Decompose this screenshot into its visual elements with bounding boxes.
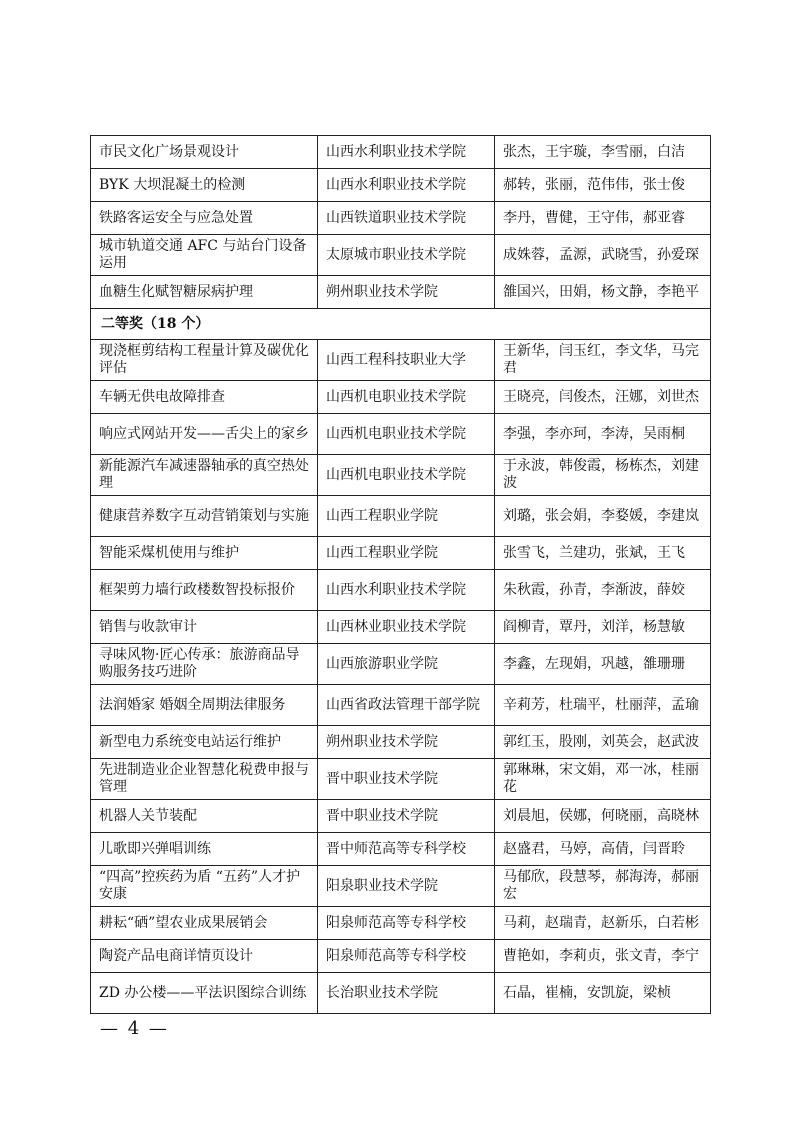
project-cell: “四高”控疾药为盾 “五药”人才护安康	[91, 866, 318, 907]
members-cell: 朱秋霞，孙青，李渐波，薛姣	[495, 570, 711, 611]
project-cell: 健康营养数字互动营销策划与实施	[91, 496, 318, 537]
school-cell: 朔州职业技术学院	[318, 726, 495, 759]
awards-table	[90, 135, 711, 1014]
project-cell: 寻味风物·匠心传承：旅游商品导购服务技巧进阶	[91, 644, 318, 685]
section-header: 二等奖（18 个）	[91, 309, 711, 340]
section-header-row	[91, 309, 711, 340]
members-cell: 李强，李亦珂，李涛，吴雨桐	[495, 414, 711, 455]
table-row	[91, 685, 711, 726]
members-cell: 王新华，闫玉红，李文华，马完君	[495, 340, 711, 381]
table-row	[91, 907, 711, 940]
school-cell: 山西水利职业技术学院	[318, 570, 495, 611]
project-cell: 响应式网站开发——舌尖上的家乡	[91, 414, 318, 455]
table-row	[91, 276, 711, 309]
table-row	[91, 340, 711, 381]
school-cell: 山西工程职业学院	[318, 496, 495, 537]
members-cell: 郭琳琳，宋文娟，邓一冰，桂丽花	[495, 759, 711, 800]
project-cell: 先进制造业企业智慧化税费申报与管理	[91, 759, 318, 800]
table-row	[91, 644, 711, 685]
school-cell: 晋中师范高等专科学校	[318, 833, 495, 866]
school-cell: 朔州职业技术学院	[318, 276, 495, 309]
project-cell: 车辆无供电故障排查	[91, 381, 318, 414]
members-cell: 马郁欣，段慧琴，郝海涛，郝丽宏	[495, 866, 711, 907]
table-row	[91, 940, 711, 973]
table-row	[91, 202, 711, 235]
members-cell: 辛莉芳，杜瑞平，杜丽萍，孟瑜	[495, 685, 711, 726]
project-cell: 现浇框剪结构工程量计算及碳优化评估	[91, 340, 318, 381]
project-cell: 智能采煤机使用与维护	[91, 537, 318, 570]
table-row	[91, 800, 711, 833]
members-cell: 郝转，张丽，范伟伟，张士俊	[495, 169, 711, 202]
table-row	[91, 833, 711, 866]
school-cell: 阳泉师范高等专科学校	[318, 907, 495, 940]
school-cell: 山西林业职业技术学院	[318, 611, 495, 644]
school-cell: 山西省政法管理干部学院	[318, 685, 495, 726]
table-row	[91, 973, 711, 1014]
school-cell: 山西工程科技职业大学	[318, 340, 495, 381]
project-cell: 血糖生化赋智糖尿病护理	[91, 276, 318, 309]
table-row	[91, 414, 711, 455]
table-row	[91, 169, 711, 202]
school-cell: 晋中职业技术学院	[318, 759, 495, 800]
school-cell: 山西水利职业技术学院	[318, 169, 495, 202]
project-cell: 陶瓷产品电商详情页设计	[91, 940, 318, 973]
school-cell: 山西水利职业技术学院	[318, 136, 495, 169]
table-row	[91, 136, 711, 169]
school-cell: 阳泉师范高等专科学校	[318, 940, 495, 973]
project-cell: 新能源汽车减速器轴承的真空热处理	[91, 455, 318, 496]
table-row	[91, 496, 711, 537]
awards-table-body	[91, 136, 711, 1014]
project-cell: 法润婚家 婚姻全周期法律服务	[91, 685, 318, 726]
members-cell: 李丹，曹健，王守伟，郝亚睿	[495, 202, 711, 235]
school-cell: 太原城市职业技术学院	[318, 235, 495, 276]
table-row	[91, 235, 711, 276]
table-row	[91, 611, 711, 644]
table-row	[91, 381, 711, 414]
table-row	[91, 570, 711, 611]
project-cell: BYK 大坝混凝土的检测	[91, 169, 318, 202]
members-cell: 曹艳如，李莉贞，张文青，李宁	[495, 940, 711, 973]
table-row	[91, 726, 711, 759]
table-row	[91, 866, 711, 907]
members-cell: 张雪飞，兰建功，张斌，王飞	[495, 537, 711, 570]
school-cell: 山西机电职业技术学院	[318, 414, 495, 455]
members-cell: 刘晨旭，侯娜，何晓丽，高晓林	[495, 800, 711, 833]
page-number: — 4 —	[100, 1018, 169, 1039]
members-cell: 马莉，赵瑞青，赵新乐，白若彬	[495, 907, 711, 940]
members-cell: 王晓亮，闫俊杰，汪娜，刘世杰	[495, 381, 711, 414]
members-cell: 赵盛君，马婷，高倩，闫晋聆	[495, 833, 711, 866]
members-cell: 郭红玉，股刚，刘英会，赵武波	[495, 726, 711, 759]
members-cell: 阎柳青，覃丹，刘洋，杨慧敏	[495, 611, 711, 644]
project-cell: 城市轨道交通 AFC 与站台门设备运用	[91, 235, 318, 276]
table-row	[91, 537, 711, 570]
project-cell: 耕耘“硒”望农业成果展销会	[91, 907, 318, 940]
members-cell: 刘璐，张会娟，李婺媛，李建岚	[495, 496, 711, 537]
members-cell: 雒国兴，田娟，杨文静，李艳平	[495, 276, 711, 309]
school-cell: 山西机电职业技术学院	[318, 381, 495, 414]
members-cell: 张杰，王宇璇，李雪丽，白洁	[495, 136, 711, 169]
school-cell: 山西机电职业技术学院	[318, 455, 495, 496]
project-cell: 新型电力系统变电站运行维护	[91, 726, 318, 759]
project-cell: 机器人关节装配	[91, 800, 318, 833]
school-cell: 山西工程职业学院	[318, 537, 495, 570]
members-cell: 于永波，韩俊霞，杨栋杰，刘建波	[495, 455, 711, 496]
project-cell: ZD 办公楼——平法识图综合训练	[91, 973, 318, 1014]
school-cell: 山西旅游职业学院	[318, 644, 495, 685]
members-cell: 李鑫，左现娟，巩越，雒珊珊	[495, 644, 711, 685]
school-cell: 长治职业技术学院	[318, 973, 495, 1014]
members-cell: 成姝蓉，孟源，武晓雪，孙爱琛	[495, 235, 711, 276]
members-cell: 石晶，崔楠，安凯旋，梁桢	[495, 973, 711, 1014]
school-cell: 阳泉职业技术学院	[318, 866, 495, 907]
project-cell: 框架剪力墙行政楼数智投标报价	[91, 570, 318, 611]
school-cell: 晋中职业技术学院	[318, 800, 495, 833]
project-cell: 市民文化广场景观设计	[91, 136, 318, 169]
table-row	[91, 759, 711, 800]
table-row	[91, 455, 711, 496]
school-cell: 山西铁道职业技术学院	[318, 202, 495, 235]
project-cell: 销售与收款审计	[91, 611, 318, 644]
project-cell: 铁路客运安全与应急处置	[91, 202, 318, 235]
project-cell: 儿歌即兴弹唱训练	[91, 833, 318, 866]
